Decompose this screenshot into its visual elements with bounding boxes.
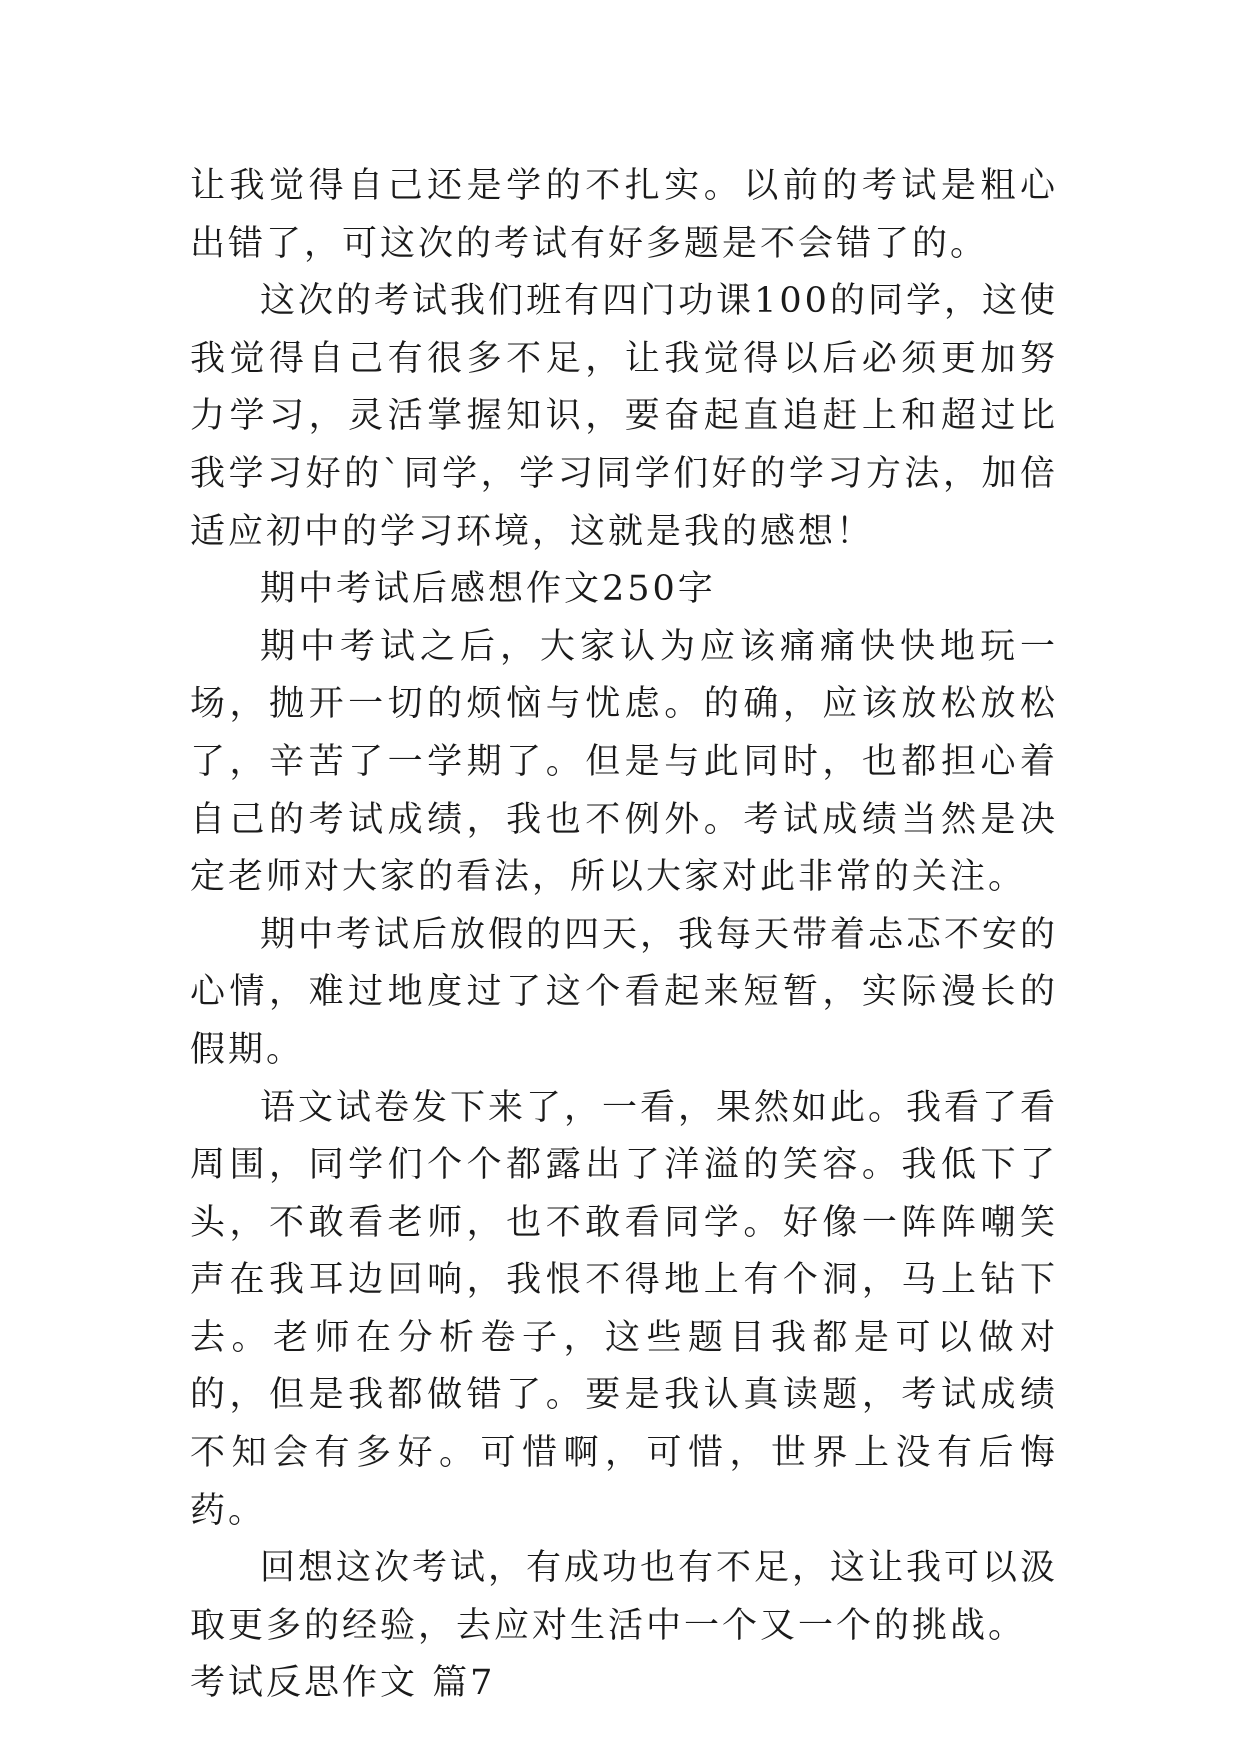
paragraph-6: 回想这次考试，有成功也有不足，这让我可以汲取更多的经验，去应对生活中一个又一个的挑战。 [190, 1548, 1059, 1646]
essay-title-250: 期中考试后感想作文250字 [260, 569, 716, 610]
paragraph-1: 让我觉得自己还是学的不扎实。以前的考试是粗心出错了，可这次的考试有好多题是不会错了的。 [190, 166, 1058, 264]
paragraph-3: 期中考试之后，大家认为应该痛痛快快地玩一场，抛开一切的烦恼与忧虑。的确，应该放松放松了，辛苦了一学期了。但是与此同时，也都担心着自己的考试成绩，我也不例外。考试成绩当然是决定老师对大家的看法，所以大家对此非常的关注。 [190, 626, 1058, 898]
document-body [190, 158, 1058, 1713]
paragraph-2: 这次的考试我们班有四门功课100的同学，这使我觉得自己有很多不足，让我觉得以后必须更加努力学习，灵活掌握知识，要奋起直追赶上和超过比我学习好的`同学，学习同学们好的学习方法，加倍适应初中的学习环境，这就是我的感想！ [190, 281, 1058, 552]
paragraph-4: 期中考试后放假的四天，我每天带着忐忑不安的心情，难过地度过了这个看起来短暂，实际漫长的假期。 [190, 914, 1059, 1070]
paragraph-5: 语文试卷发下来了，一看，果然如此。我看了看周围，同学们个个都露出了洋溢的笑容。我低下了头，不敢看老师，也不敢看同学。好像一阵阵嘲笑声在我耳边回响，我恨不得地上有个洞，马上钻下去。老师在分析卷子，这些题目我都是可以做对的，但是我都做错了。要是我认真读题，考试成绩不知会有多好。可惜啊，可惜，世界上没有后悔药。 [190, 1087, 1059, 1531]
section-heading: 考试反思作文 篇7 [190, 1663, 496, 1704]
